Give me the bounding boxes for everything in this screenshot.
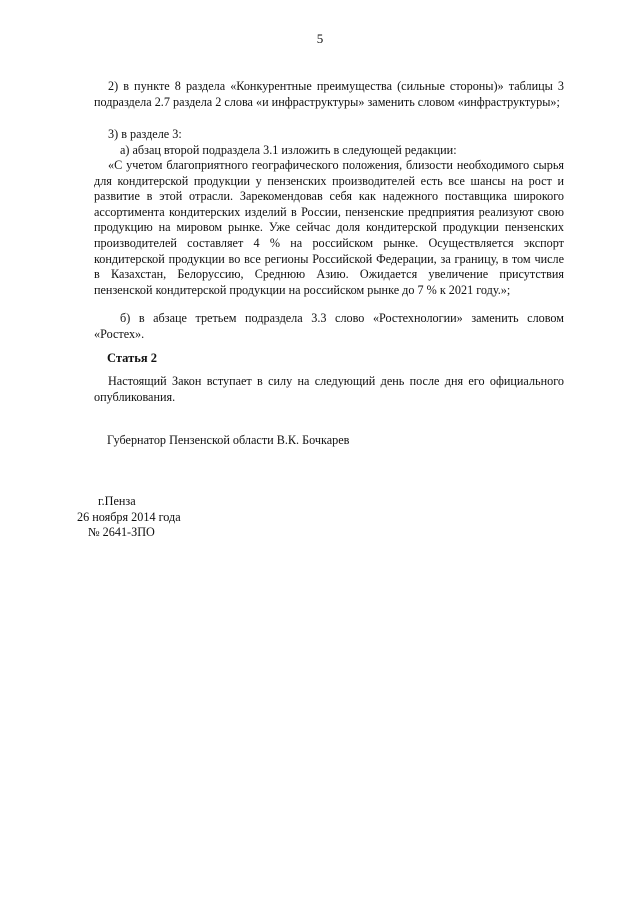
amendment-item-2 xyxy=(94,79,564,110)
law-number: № 2641-ЗПО xyxy=(88,525,155,540)
paragraph-quote: «С учетом благоприятного географического положения, близости необходимого сырья для кондитерской продукции у пензенских производителей есть все шансы на рост и развитие в этой отрасли. Зарекомендовав себя как надежного поставщика широкого ассортимента кондитерских изделий в России, пензенские предприятия реализуют свою продукцию на мировом рынке. Уже сейчас доля кондитерской продукции пензенских производителей составляет 4 % на российском рынке. Осуществляется экспорт кондитерской продукции во все регионы Российской Федерации, за границу, в том числе в Казахстан, Белоруссию, Среднюю Азию. Ожидается увеличение присутствия пензенской кондитерской продукции на российском рынке до 7 % к 2021 году.»; xyxy=(94,158,564,297)
amendment-subitem-b xyxy=(94,311,564,342)
amendment-item-3 xyxy=(94,127,564,158)
paragraph-subitem-b: б) в абзаце третьем подраздела 3.3 слово «Ростехнологии» заменить словом «Ростех». xyxy=(94,311,564,341)
governor-signature: Губернатор Пензенской области В.К. Бочкарев xyxy=(107,433,350,447)
quoted-new-text xyxy=(94,158,564,298)
article-body xyxy=(94,374,564,405)
page-number: 5 xyxy=(316,31,324,46)
paragraph-item-3: 3) в разделе 3: xyxy=(108,127,182,141)
place-date: 26 ноября 2014 года xyxy=(77,509,181,524)
article-title: Статья 2 xyxy=(107,351,157,365)
place-date-block xyxy=(77,494,207,541)
article-text: Настоящий Закон вступает в силу на следующий день после дня его официального опубликования. xyxy=(94,374,564,404)
paragraph-subitem-a: а) абзац второй подраздела 3.1 изложить в следующей редакции: xyxy=(120,142,457,157)
place-city: г.Пенза xyxy=(98,494,136,508)
paragraph-item-2: 2) в пункте 8 раздела «Конкурентные преимущества (сильные стороны)» таблицы 3 подраздела 2.7 раздела 2 слова «и инфраструктуры» заменить словом «инфраструктуры»; xyxy=(94,79,564,109)
